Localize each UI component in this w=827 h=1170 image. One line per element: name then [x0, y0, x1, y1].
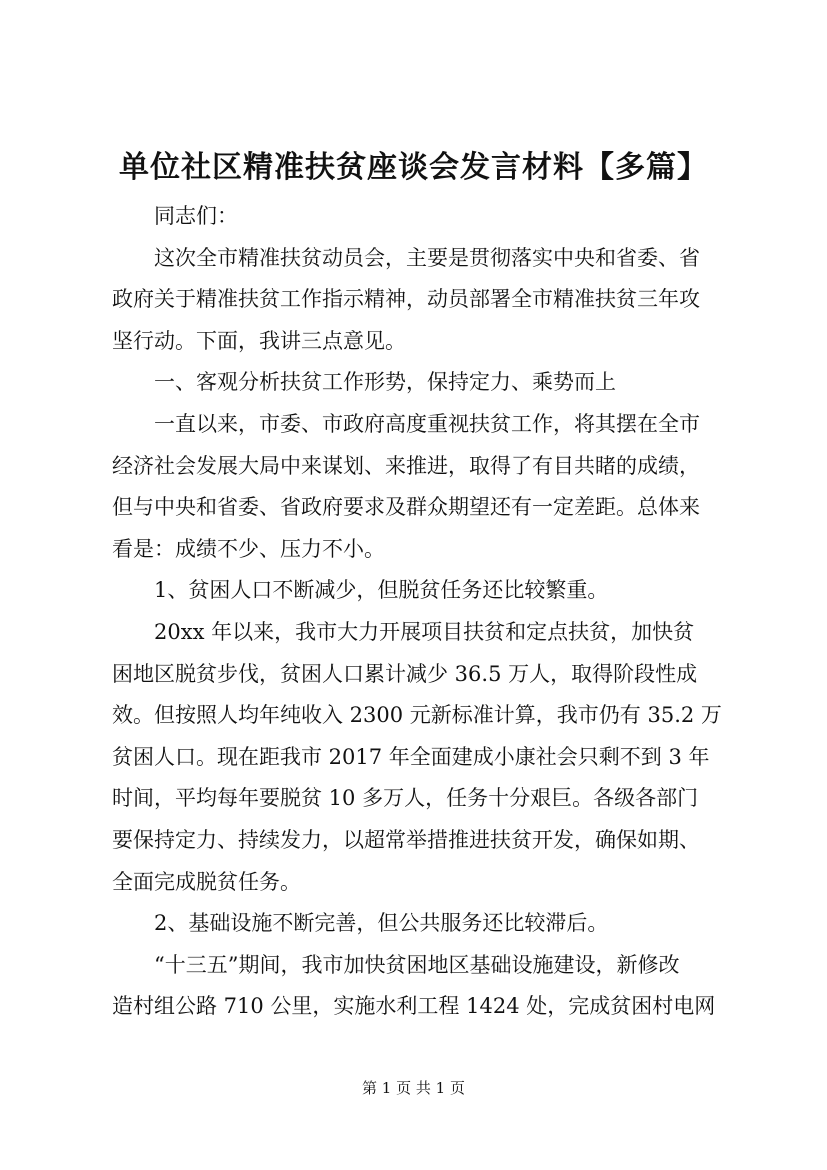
page-footer: 第 1 页 共 1 页 — [362, 1079, 465, 1097]
paragraph-line: 政府关于精准扶贫工作指示精神，动员部署全市精准扶贫三年攻 — [112, 287, 700, 312]
paragraph-line: 但与中央和省委、省政府要求及群众期望还有一定差距。总体来 — [112, 495, 700, 520]
paragraph-line: 看是：成绩不少、压力不小。 — [112, 536, 385, 561]
paragraph-line: 造村组公路 710 公里，实施水利工程 1424 处，完成贫困村电网 — [112, 994, 716, 1019]
paragraph-line: 全面完成脱贫任务。 — [112, 869, 301, 894]
paragraph-line: 2、基础设施不断完善，但公共服务还比较滞后。 — [154, 911, 609, 936]
paragraph-line: 一、客观分析扶贫工作形势，保持定力、乘势而上 — [154, 370, 616, 395]
paragraph-line: 经济社会发展大局中来谋划、来推进，取得了有目共睹的成绩， — [112, 453, 700, 478]
document-body — [112, 196, 730, 1028]
paragraph-line: 贫困人口。现在距我市 2017 年全面建成小康社会只剩不到 3 年 — [112, 744, 710, 769]
paragraph-line: 坚行动。下面，我讲三点意见。 — [112, 328, 406, 353]
paragraph-line: 困地区脱贫步伐，贫困人口累计减少 36.5 万人，取得阶段性成 — [112, 661, 698, 686]
paragraph-line: “十三五”期间，我市加快贫困地区基础设施建设，新修改 — [154, 952, 680, 977]
document-title: 单位社区精准扶贫座谈会发言材料【多篇】 — [119, 150, 708, 185]
paragraph-line: 要保持定力、持续发力，以超常举措推进扶贫开发，确保如期、 — [112, 827, 700, 852]
paragraph-line: 效。但按照人均年纯收入 2300 元新标准计算，我市仍有 35.2 万 — [112, 703, 722, 728]
paragraph-line: 1、贫困人口不断减少，但脱贫任务还比较繁重。 — [154, 578, 609, 603]
paragraph-line: 这次全市精准扶贫动员会，主要是贯彻落实中央和省委、省 — [154, 245, 700, 270]
paragraph-line: 一直以来，市委、市政府高度重视扶贫工作，将其摆在全市 — [154, 411, 700, 436]
paragraph-line: 时间，平均每年要脱贫 10 多万人，任务十分艰巨。各级各部门 — [112, 786, 699, 811]
paragraph-line: 20xx 年以来，我市大力开展项目扶贫和定点扶贫，加快贫 — [154, 619, 695, 644]
paragraph-line: 同志们： — [154, 204, 238, 228]
